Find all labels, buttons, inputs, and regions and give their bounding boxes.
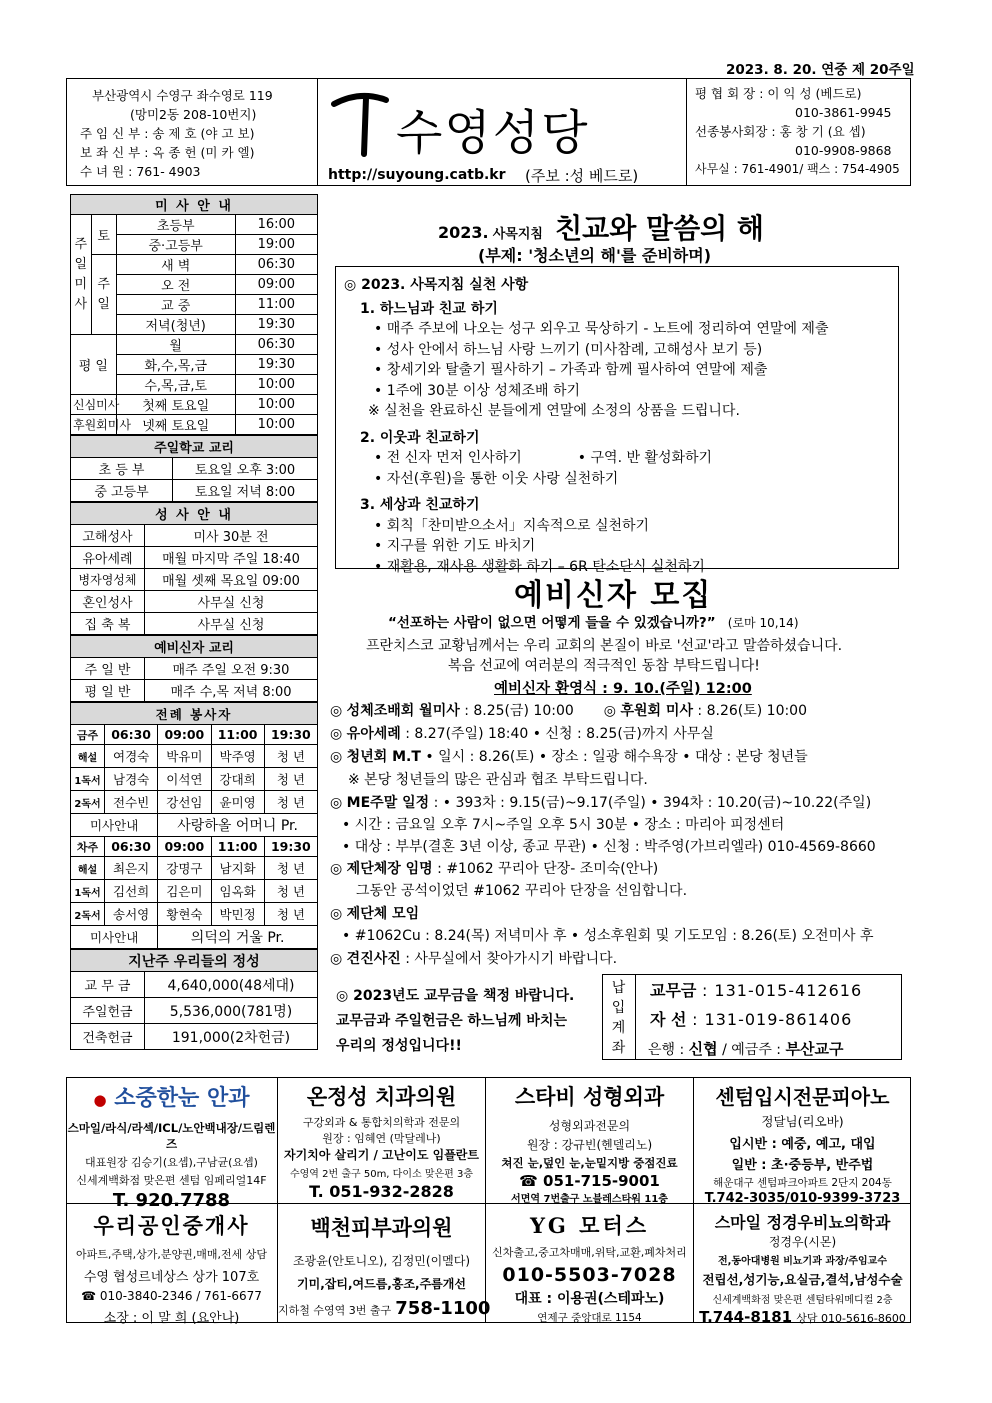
mass-cell: 19:30 xyxy=(235,315,317,335)
notice-1: ◎ 성체조배회 월미사 : 8.25(금) 10:00 ◎ 후원회 미사 : 8.26(토) 10:00 xyxy=(330,703,808,719)
ad-name: 스타비 성형외과 xyxy=(514,1084,665,1109)
ad-plastic-surgery xyxy=(486,1077,694,1203)
address-block xyxy=(66,78,318,186)
ad-phone-row xyxy=(694,1308,911,1326)
server-cell: 11:00 xyxy=(211,837,264,857)
pastor-line: 주 임 신 부 : 송 제 호 (야 고 보) xyxy=(80,126,255,141)
server-cell: 청 년 xyxy=(264,745,317,768)
mass-cell: 수,목,금,토 xyxy=(116,375,235,395)
theme-title xyxy=(438,207,764,247)
guideline-item: 구역. 반 활성화하기 xyxy=(590,450,713,466)
ad-line: 구강외과 & 통합치의학과 전문의 xyxy=(302,1116,461,1129)
sun-label: 주 일 xyxy=(91,255,116,335)
notice-3: ◎ 청년회 M.T • 일시 : 8.26(토) • 장소 : 일광 해수욕장 • 대상 : 본당 청년들 xyxy=(330,749,808,765)
recruit-quote xyxy=(388,611,799,631)
ad-phone: T. 920.7788 xyxy=(112,1190,231,1211)
theme-small: 사목지침 xyxy=(492,227,543,242)
mass-cell: 새 벽 xyxy=(116,255,235,275)
office-contact: 사무실 : 761-4901/ 팩스 : 754-4905 xyxy=(695,162,900,176)
server-cell: 19:30 xyxy=(264,837,317,857)
ad-phone: ☎ 010-3840-2346 / 761-6677 xyxy=(81,1289,262,1303)
notice-label: 제단체장 임명 xyxy=(346,861,433,877)
ad-line: 정경우(시몬) xyxy=(768,1235,837,1249)
sacrament-cell: 고해성사 xyxy=(71,525,145,547)
account-bank-label: 은행 : xyxy=(648,1042,689,1058)
ad-line: 신차출고,중고차매매,위탁,교환,폐차처리 xyxy=(492,1246,687,1259)
school-cell: 중 고등부 xyxy=(71,480,173,502)
server-cell: 미사안내 xyxy=(71,814,158,837)
notice-label: 후원회 미사 xyxy=(620,703,693,719)
guidelines-title: ◎ 2023. 사목지침 실천 사항 xyxy=(344,277,529,293)
catechumen-title: 예비신자 교리 xyxy=(71,636,318,658)
recruit-p2: 복음 선교에 여러분의 적극적인 동참 부탁드립니다! xyxy=(448,658,760,674)
ad-line: 해운대구 센텀파크아파트 2단지 204동 xyxy=(713,1177,892,1189)
catechumen-cell: 주 일 반 xyxy=(71,658,145,680)
server-cell: 09:00 xyxy=(158,725,211,745)
mass-cell: 후원회미사 xyxy=(71,415,117,435)
ad-line: 지하철 수영역 3번 출구 xyxy=(278,1304,392,1317)
offering-cell: 191,000(2차헌금) xyxy=(145,1024,318,1050)
servers-title: 전례 봉사자 xyxy=(71,703,318,725)
parish-logo-mark xyxy=(330,86,390,162)
server-cell: 차주 xyxy=(71,837,105,857)
server-cell: 11:00 xyxy=(211,725,264,745)
school-cell: 초 등 부 xyxy=(71,458,173,480)
sacrament-cell: 유아세례 xyxy=(71,547,145,569)
recruit-quote-text: “선포하는 사람이 없으면 어떻게 들을 수 있겠습니까?” xyxy=(388,615,716,631)
school-cell: 토요일 오후 3:00 xyxy=(173,458,318,480)
ad-line: 성형외과전문의 xyxy=(548,1119,631,1133)
sacrament-title: 성 사 안 내 xyxy=(71,503,318,525)
guideline-note: ※ 실천을 완료하신 분들에게 연말에 소정의 상품을 드립니다. xyxy=(368,403,740,419)
server-cell: 해설 xyxy=(71,745,105,768)
ad-eye-clinic xyxy=(66,1077,278,1211)
issue-date: 2023. 8. 20. 연중 제 20주일 xyxy=(726,62,915,78)
mass-cell: 넷째 토요일 xyxy=(116,415,235,435)
mass-cell: 11:00 xyxy=(235,295,317,315)
server-cell: 의덕의 거울 Pr. xyxy=(158,926,318,949)
guideline-s2-row2: • 자선(후원)을 통한 이웃 사랑 실천하기 xyxy=(374,470,619,487)
ad-line: 전,동아대병원 비뇨기과 과장/주임교수 xyxy=(718,1256,887,1267)
server-cell: 청 년 xyxy=(264,791,317,814)
notice-label: 청년회 M.T xyxy=(346,749,421,765)
notice-4: ◎ ME주말 일정 : • 393차 : 9.15(금)~9.17(주일) • 394차 : 10.20(금)~10.22(주일) xyxy=(330,795,872,811)
tithe-line: ◎ 2023년도 교무금을 책정 바랍니다. xyxy=(336,988,575,1004)
server-cell: 2독서 xyxy=(71,791,105,814)
sacrament-cell: 미사 30분 전 xyxy=(145,525,318,547)
server-cell: 2독서 xyxy=(71,903,105,926)
address-line2: (망미2동 208-10번지) xyxy=(130,107,257,122)
notice-value: : 8.25(금) 10:00 xyxy=(459,703,574,719)
council-mission: 선종봉사회장 : 홍 창 기 (요 셉) xyxy=(695,124,866,139)
notice-3-note: ※ 본당 청년들의 많은 관심과 협조 부탁드립니다. xyxy=(348,772,648,788)
mass-cell: 10:00 xyxy=(235,415,317,435)
ad-line: 소장 : 이 말 희 (요안나) xyxy=(103,1311,240,1326)
mass-cell: 09:00 xyxy=(235,275,317,295)
ad-line: 아파트,주택,상가,분양권,매매,전세 상담 xyxy=(76,1248,267,1261)
ad-dental xyxy=(278,1077,486,1203)
account-bank: 신협 xyxy=(688,1040,718,1058)
ad-phone: ☎ 051-715-9001 xyxy=(519,1172,660,1190)
server-cell: 청 년 xyxy=(264,857,317,880)
tithe-line: 우리의 정성입니다!! xyxy=(336,1038,462,1054)
mass-cell: 10:00 xyxy=(235,395,317,415)
sister-line: 수 녀 원 : 761- 4903 xyxy=(80,164,201,179)
sacrament-cell: 병자영성체 xyxy=(71,569,145,591)
notice-6-line2: • #1062Cu : 8.24(목) 저녁미사 후 • 성소후원회 및 기도모임 : 8.26(토) 오전미사 후 xyxy=(342,928,874,944)
server-cell: 여경숙 xyxy=(105,745,158,768)
server-cell: 강대희 xyxy=(211,768,264,791)
council-block xyxy=(686,78,911,186)
catechumen-table xyxy=(70,635,318,702)
guideline-s2-row1: • 전 신자 먼저 인사하기 • 구역. 반 활성화하기 xyxy=(374,450,713,466)
theme-year: 2023. xyxy=(438,223,489,242)
notice-4-line2: • 시간 : 금요일 오후 7시~주일 오후 5시 30분 • 장소 : 마리아 피정센터 xyxy=(342,817,785,833)
recruit-welcome: 예비신자 환영식 : 9. 10.(주일) 12:00 xyxy=(494,681,752,697)
guidelines-box xyxy=(335,266,899,575)
sacrament-cell: 매월 셋째 목요일 09:00 xyxy=(145,569,318,591)
mass-cell: 16:00 xyxy=(235,215,317,235)
assistant-line: 보 좌 신 부 : 옥 종 헌 (미 카 엘) xyxy=(80,145,255,160)
guideline-item: • 재활용, 재사용 생활화 하기 – 6R 탄소단식 실천하기 xyxy=(374,557,898,578)
server-cell: 김은미 xyxy=(158,880,211,903)
ad-phone: 010-5503-7028 xyxy=(502,1264,677,1286)
left-column xyxy=(70,194,318,1050)
notice-value: : 8.26(토) 10:00 xyxy=(692,703,808,719)
council-president: 평 협 회 장 : 이 익 성 (베드로) xyxy=(695,86,862,101)
ad-phone-row xyxy=(278,1298,491,1319)
mass-title: 미 사 안 내 xyxy=(71,195,318,215)
server-cell: 1독서 xyxy=(71,768,105,791)
server-cell: 전수빈 xyxy=(105,791,158,814)
sacrament-cell: 집 축 복 xyxy=(71,613,145,635)
guideline-item: 자선(후원)을 통한 이웃 사랑 실천하기 xyxy=(386,470,619,487)
server-cell: 09:00 xyxy=(158,837,211,857)
guideline-s2: 2. 이웃과 친교하기 xyxy=(360,429,480,446)
guideline-item: • 매주 주보에 나오는 성구 외우고 묵상하기 - 노트에 정리하여 연말에 제출 xyxy=(374,319,898,340)
guideline-item: • 성사 안에서 하느님 사랑 느끼기 (미사참례, 고해성사 보기 등) xyxy=(374,340,898,361)
ad-line: 서면역 7번출구 노블레스타워 11층 xyxy=(511,1194,668,1205)
mass-cell: 초등부 xyxy=(116,215,235,235)
ad-line: 일반 : 초·중등부, 반주법 xyxy=(731,1158,874,1173)
account-number: : 131-019-861406 xyxy=(692,1010,853,1029)
ad-name-text: 소중한눈 안과 xyxy=(114,1086,250,1111)
ad-line: 쳐진 눈,덮인 눈,눈밑지방 중점진료 xyxy=(501,1156,678,1170)
offering-cell: 교 무 금 xyxy=(71,972,145,998)
recruit-title: 예비신자 모집 xyxy=(514,578,713,613)
council-president-phone: 010-3861-9945 xyxy=(795,105,892,120)
school-table xyxy=(70,435,318,502)
server-cell: 이석연 xyxy=(158,768,211,791)
mass-table xyxy=(70,194,318,435)
account-label-text: 교무금 xyxy=(650,981,697,1000)
account-owner: 부산교구 xyxy=(785,1040,844,1058)
guideline-s3: 3. 세상과 친교하기 xyxy=(360,497,480,513)
mass-cell: 월 xyxy=(116,335,235,355)
server-cell: 청 년 xyxy=(264,768,317,791)
ad-line: 대표원장 김승기(요셉),구남균(요셉) xyxy=(85,1156,258,1169)
ad-name: 스마일 정경우비뇨의학과 xyxy=(714,1213,891,1232)
account-number: : 131-015-412616 xyxy=(701,981,863,1000)
ad-line: 수영역 2번 출구 50m, 다이소 맞은편 3층 xyxy=(289,1169,474,1180)
ad-line: 기미,잡티,여드름,홍조,주름개선 xyxy=(297,1277,466,1291)
server-cell: 청 년 xyxy=(264,903,317,926)
offering-cell: 주일헌금 xyxy=(71,998,145,1024)
server-cell: 박주영 xyxy=(211,745,264,768)
guideline-item: • 지구를 위한 기도 바치기 xyxy=(374,536,898,557)
ad-dermatology xyxy=(278,1204,491,1323)
ad-line: 신세계백화점 맞은편 센텀 임페리얼14F xyxy=(76,1174,267,1187)
notice-6: ◎ 제단체 모임 xyxy=(330,906,420,922)
weekday-label: 평 일 xyxy=(71,335,117,395)
mass-cell: 교 중 xyxy=(116,295,235,315)
guideline-item: • 1주에 30분 이상 성체조배 하기 xyxy=(374,381,898,402)
account-label-text: 자 선 xyxy=(650,1010,687,1029)
offering-title: 지난주 우리들의 정성 xyxy=(71,950,318,972)
notice-value: : 사무실에서 찾아가시기 바랍니다. xyxy=(400,951,618,967)
ad-line: 원장 : 임혜연 (막달레나) xyxy=(322,1132,441,1145)
server-cell: 임옥화 xyxy=(211,880,264,903)
ad-line: 스마일/라식/라섹/ICL/노안백내장/드림렌즈 xyxy=(67,1121,276,1151)
account-row-3 xyxy=(648,1038,843,1059)
guideline-item: 전 신자 먼저 인사하기 xyxy=(386,450,522,466)
catechumen-cell: 평 일 반 xyxy=(71,680,145,702)
ad-line: 상담 010-5616-8600 xyxy=(796,1312,906,1325)
ad-phone: 758-1100 xyxy=(395,1298,491,1319)
mass-cell: 19:30 xyxy=(235,355,317,375)
ad-name xyxy=(66,1081,277,1112)
guideline-s1: 1. 하느님과 친교 하기 xyxy=(360,300,498,317)
server-cell: 19:30 xyxy=(264,725,317,745)
notice-5: ◎ 제단체장 임명 : #1062 꾸리아 단장- 조미숙(안나) xyxy=(330,861,659,877)
account-owner-label: / 예금주 : xyxy=(717,1042,786,1058)
sacrament-table xyxy=(70,502,318,635)
server-cell: 미사안내 xyxy=(71,926,158,949)
sacrament-cell: 사무실 신청 xyxy=(145,591,318,613)
server-cell: 남지화 xyxy=(211,857,264,880)
notice-value: : 8.27(주일) 18:40 • 신청 : 8.25(금)까지 사무실 xyxy=(400,726,714,742)
mass-cell: 10:00 xyxy=(235,375,317,395)
sacrament-cell: 매월 마지막 주일 18:40 xyxy=(145,547,318,569)
ad-piano xyxy=(694,1077,911,1206)
notice-label: ME주말 일정 xyxy=(346,795,430,811)
ad-name: 온정성 치과의원 xyxy=(306,1084,457,1109)
mass-cell: 06:30 xyxy=(235,255,317,275)
guideline-s1-list xyxy=(344,319,898,401)
account-row-2 xyxy=(650,1007,852,1030)
server-cell: 사랑하올 어머니 Pr. xyxy=(158,814,318,837)
server-cell: 남경숙 xyxy=(105,768,158,791)
server-cell: 강명구 xyxy=(158,857,211,880)
account-row-1 xyxy=(650,978,862,1001)
guideline-item: • 창세기와 탈출기 필사하기 – 가족과 함께 필사하여 연말에 제출 xyxy=(374,360,898,381)
ad-name: 우리공인중개사 xyxy=(93,1213,250,1238)
ad-phone: T.744-8181 xyxy=(699,1308,793,1326)
ad-phone: T.742-3035/010-9399-3723 xyxy=(704,1191,901,1206)
ad-line: 신세계백화점 맞은편 센텀타워메디컬 2층 xyxy=(712,1295,893,1306)
server-cell: 강선임 xyxy=(158,791,211,814)
server-cell: 최은지 xyxy=(105,857,158,880)
notice-label: 제단체 모임 xyxy=(346,906,420,922)
servers-table xyxy=(70,702,318,949)
ad-line: 대표 : 이용권(스테파노) xyxy=(514,1291,665,1307)
offering-cell: 건축헌금 xyxy=(71,1024,145,1050)
server-cell: 06:30 xyxy=(105,837,158,857)
mass-cell: 화,수,목,금 xyxy=(116,355,235,375)
mass-cell: 오 전 xyxy=(116,275,235,295)
server-cell: 박유미 xyxy=(158,745,211,768)
ad-urology xyxy=(694,1204,911,1326)
server-cell: 1독서 xyxy=(71,880,105,903)
server-cell: 황현숙 xyxy=(158,903,211,926)
ad-line: 원장 : 강규빈(헨델리노) xyxy=(526,1138,653,1152)
ad-line: 전립선,성기능,요실금,결석,남성수술 xyxy=(702,1272,903,1287)
notice-label: 유아세례 xyxy=(346,726,401,742)
notice-label: 성체조배회 월미사 xyxy=(346,703,460,719)
offering-table xyxy=(70,949,318,1050)
notice-2: ◎ 유아세례 : 8.27(주일) 18:40 • 신청 : 8.25(금)까지 사무실 xyxy=(330,726,714,742)
catechumen-cell: 매주 주일 오전 9:30 xyxy=(145,658,318,680)
notice-7: ◎ 견진사진 : 사무실에서 찾아가시기 바랍니다. xyxy=(330,951,618,967)
ad-realestate xyxy=(66,1204,278,1326)
ad-line: 입시반 : 예중, 예고, 대입 xyxy=(729,1137,876,1152)
sacrament-cell: 사무실 신청 xyxy=(145,613,318,635)
ad-line: 자기치아 살리기 / 고난이도 임플란트 xyxy=(284,1148,479,1162)
guideline-item: • 회칙「찬미받으소서」지속적으로 실천하기 xyxy=(374,516,898,537)
address-line1: 부산광역시 수영구 좌수영로 119 xyxy=(92,88,273,103)
account-label: 납 입 계 좌 xyxy=(602,974,636,1060)
offering-cell: 5,536,000(781명) xyxy=(145,998,318,1024)
sat-label: 토 xyxy=(91,215,116,255)
mass-cell: 저녁(청년) xyxy=(116,315,235,335)
mass-cell: 06:30 xyxy=(235,335,317,355)
server-cell: 윤미영 xyxy=(211,791,264,814)
server-cell: 송서영 xyxy=(105,903,158,926)
server-cell: 해설 xyxy=(71,857,105,880)
server-cell: 06:30 xyxy=(105,725,158,745)
tithe-block xyxy=(336,984,574,1059)
ad-name: 센텀입시전문피아노 xyxy=(715,1085,890,1109)
theme-subtitle: (부제: '청소년의 해'를 준비하며) xyxy=(478,246,712,265)
ad-name: 백천피부과의원 xyxy=(310,1215,453,1240)
server-cell: 금주 xyxy=(71,725,105,745)
ad-name: YG 모터스 xyxy=(529,1213,650,1238)
mass-cell: 신심미사 xyxy=(71,395,117,415)
notice-5-line2: 그동안 공석이었던 #1062 꾸리아 단장을 선임합니다. xyxy=(356,883,688,899)
ad-line: 연제구 중앙대로 1154 xyxy=(537,1312,642,1324)
server-cell: 김선희 xyxy=(105,880,158,903)
school-cell: 토요일 저녁 8:00 xyxy=(173,480,318,502)
notice-value: : #1062 꾸리아 단장- 조미숙(안나) xyxy=(432,861,659,877)
guideline-s3-list xyxy=(344,516,898,578)
parish-logo-text: 수영성당 xyxy=(396,105,590,161)
offering-cell: 4,640,000(48세대) xyxy=(145,972,318,998)
server-cell: 박민정 xyxy=(211,903,264,926)
ad-line: 수영 협성르네상스 상가 107호 xyxy=(83,1270,260,1285)
ad-motors xyxy=(486,1204,694,1323)
server-cell: 청 년 xyxy=(264,880,317,903)
eye-logo-icon: ● xyxy=(93,1091,107,1109)
recruit-p1: 프란치스코 교황님께서는 우리 교회의 본질이 바로 '선교'라고 말씀하셨습니다. xyxy=(366,638,843,654)
ad-phone: T. 051-932-2828 xyxy=(309,1182,454,1201)
notice-value: : • 393차 : 9.15(금)~9.17(주일) • 394차 : 10.20(금)~10.22(주일) xyxy=(429,795,872,811)
mass-cell: 19:00 xyxy=(235,235,317,255)
mass-cell: 첫째 토요일 xyxy=(116,395,235,415)
sunday-group-label: 주 일 미 사 xyxy=(71,215,92,335)
ad-line: 정달님(리오바) xyxy=(761,1114,844,1129)
mass-cell: 중·고등부 xyxy=(116,235,235,255)
sacrament-cell: 혼인성사 xyxy=(71,591,145,613)
website-link[interactable]: http://suyoung.catb.kr xyxy=(328,167,506,183)
tithe-line: 교무금과 주일헌금은 하느님께 바치는 xyxy=(336,1013,568,1029)
notice-label: 견진사진 xyxy=(346,951,401,967)
council-mission-phone: 010-9908-9868 xyxy=(795,143,892,158)
notice-value: • 일시 : 8.26(토) • 장소 : 일광 해수욕장 • 대상 : 본당 청년들 xyxy=(420,749,808,765)
notice-4-line3: • 대상 : 부부(결혼 3년 이상, 종교 무관) • 신청 : 박주영(가브리엘라) 010-4569-8660 xyxy=(342,839,876,855)
school-title: 주일학교 교리 xyxy=(71,436,318,458)
catechumen-cell: 매주 수,목 저녁 8:00 xyxy=(145,680,318,702)
patron-text: (주보 :성 베드로) xyxy=(525,167,639,185)
ad-line: 조광윤(안토니오), 김정민(이멜다) xyxy=(292,1254,471,1268)
recruit-quote-ref: (로마 10,14) xyxy=(727,616,799,630)
theme-main: 친교와 말씀의 해 xyxy=(555,212,764,245)
